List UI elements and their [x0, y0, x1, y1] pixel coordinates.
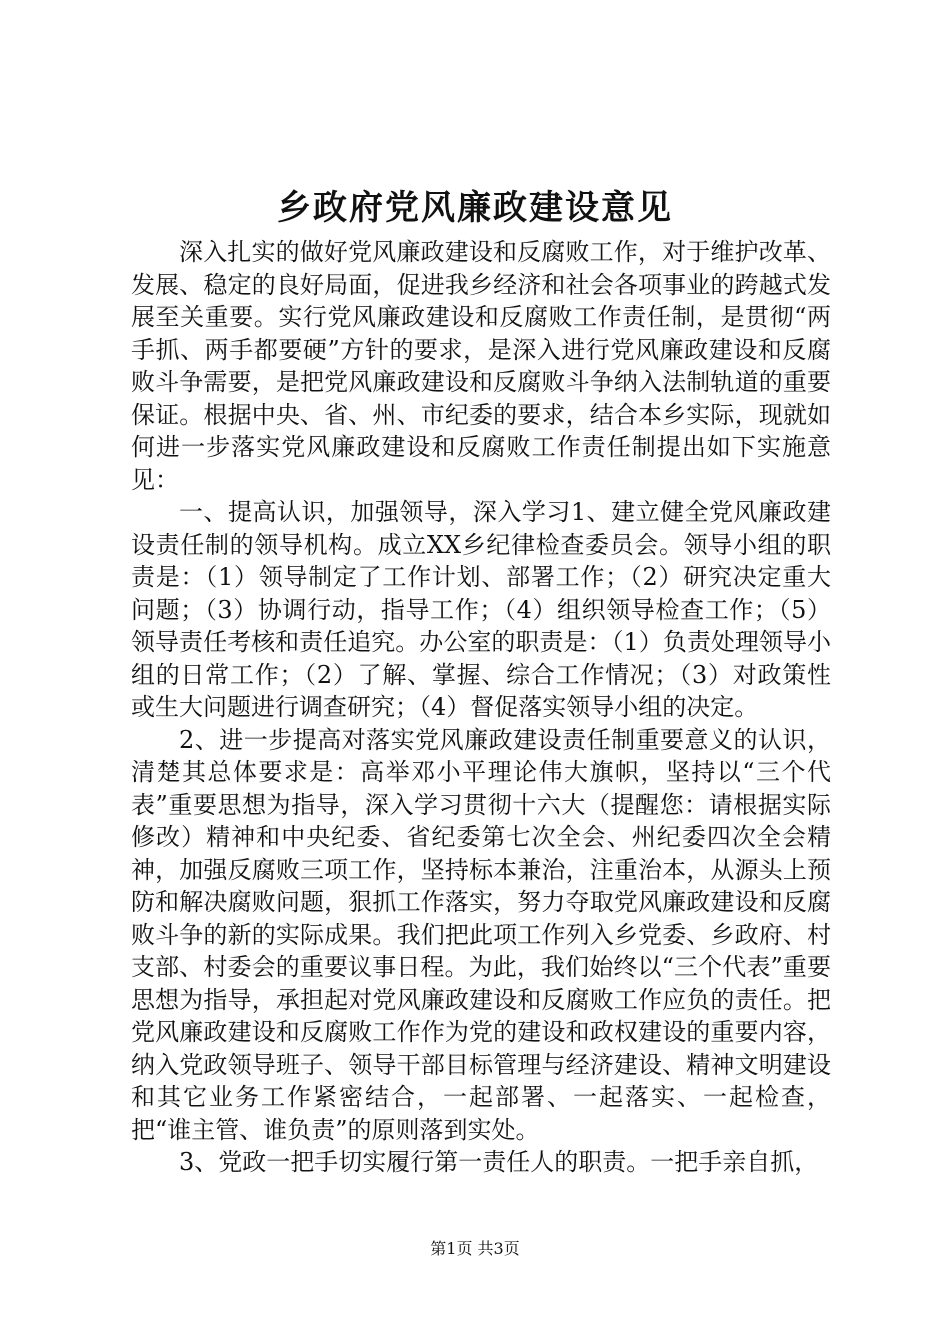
paragraph-intro: 深入扎实的做好党风廉政建设和反腐败工作，对于维护改革、发展、稳定的良好局面，促进我乡经济和社会各项事业的跨越式发展至关重要。实行党风廉政建设和反腐败工作责任制，是贯彻“两手抓、两手都要硬”方针的要求，是深入进行党风廉政建设和反腐败斗争需要，是把党风廉政建设和反腐败斗争纳入法制轨道的重要保证。根据中央、省、州、市纪委的要求，结合本乡实际，现就如何进一步落实党风廉政建设和反腐败工作责任制提出如下实施意见： — [131, 238, 831, 494]
page-footer: 第1页 共3页 — [430, 1239, 520, 1258]
document-body — [131, 236, 831, 1179]
paragraph-section-2: 2、进一步提高对落实党风廉政建设责任制重要意义的认识，清楚其总体要求是：高举邓小平理论伟大旗帜，坚持以“三个代表”重要思想为指导，深入学习贯彻十六大（提醒您：请根据实际修改）精神和中央纪委、省纪委第七次全会、州纪委四次全会精神，加强反腐败三项工作，坚持标本兼治，注重治本，从源头上预防和解决腐败问题，狠抓工作落实，努力夺取党风廉政建设和反腐败斗争的新的实际成果。我们把此项工作列入乡党委、乡政府、村支部、村委会的重要议事日程。为此，我们始终以“三个代表”重要思想为指导，承担起对党风廉政建设和反腐败工作应负的责任。把党风廉政建设和反腐败工作作为党的建设和政权建设的重要内容，纳入党政领导班子、领导干部目标管理与经济建设、精神文明建设和其它业务工作紧密结合，一起部署、一起落实、一起检查，把“谁主管、谁负责”的原则落到实处。 — [131, 725, 831, 1144]
paragraph-section-1: 一、提高认识，加强领导，深入学习1、建立健全党风廉政建设责任制的领导机构。成立XX乡纪律检查委员会。领导小组的职责是：（1）领导制定了工作计划、部署工作；（2）研究决定重大问题；（3）协调行动，指导工作；（4）组织领导检查工作；（5）领导责任考核和责任追究。办公室的职责是：（1）负责处理领导小组的日常工作；（2）了解、掌握、综合工作情况；（3）对政策性或生大问题进行调查研究；（4）督促落实领导小组的决定。 — [131, 498, 831, 721]
document-title: 乡政府党风廉政建设意见 — [277, 188, 673, 228]
paragraph-section-3: 3、党政一把手切实履行第一责任人的职责。一把手亲自抓， — [179, 1148, 819, 1176]
